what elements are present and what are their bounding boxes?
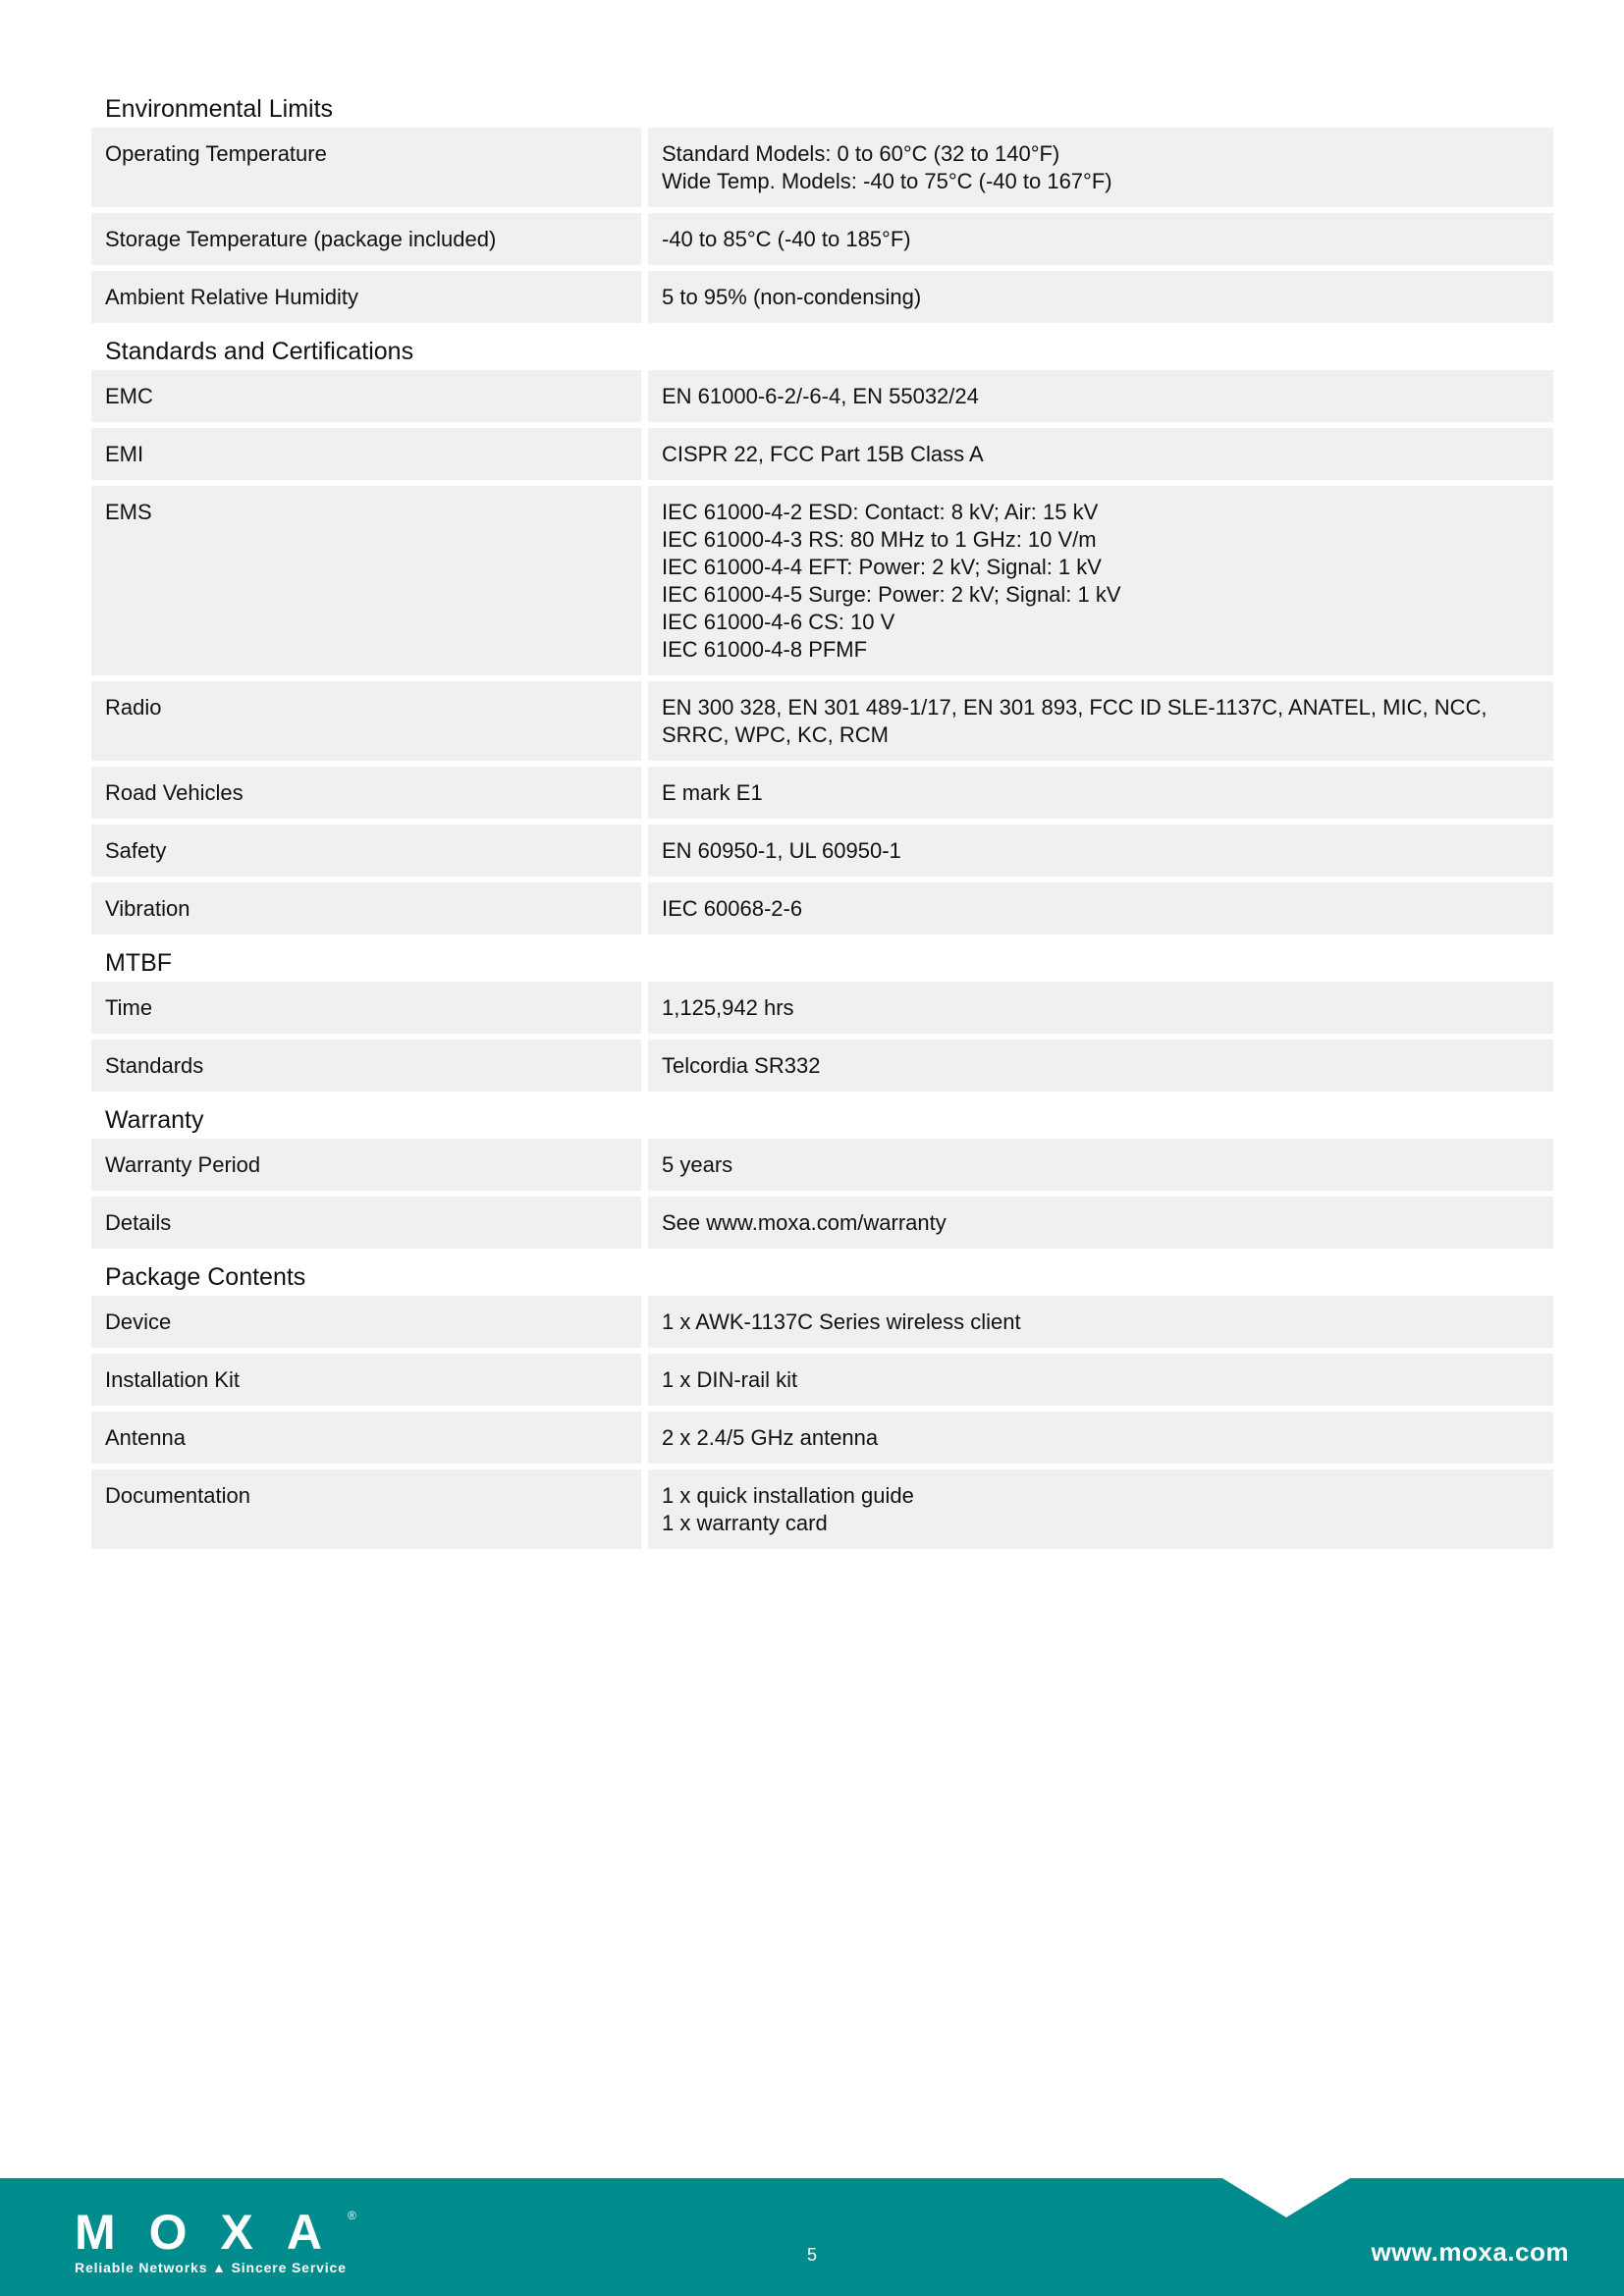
spec-value [648,1197,1553,1249]
spec-value-line: EN 60950-1, UL 60950-1 [662,838,901,863]
spec-label: Details [91,1197,641,1249]
spec-label: Operating Temperature [91,128,641,207]
spec-value [648,486,1553,675]
section-title: Environmental Limits [105,95,334,123]
spec-value [648,1296,1553,1348]
spec-value [648,1139,1553,1191]
spec-label: Vibration [91,882,641,934]
spec-value-line: Wide Temp. Models: -40 to 75°C (-40 to 167°F) [662,169,1112,193]
spec-row [91,681,1553,761]
spec-value-line: 2 x 2.4/5 GHz antenna [662,1425,879,1450]
spec-row [91,1040,1553,1092]
spec-value [648,1469,1553,1549]
spec-row [91,1296,1553,1348]
spec-value-line: 1 x quick installation guide [662,1483,914,1508]
logo-tagline: Reliable Networks ▲ Sincere Service [75,2260,346,2275]
section-title: Package Contents [105,1263,306,1291]
footer-bar [0,2178,1624,2296]
spec-label: Radio [91,681,641,761]
spec-value-line: E mark E1 [662,780,763,805]
spec-row [91,1139,1553,1191]
spec-value-line: 1 x AWK-1137C Series wireless client [662,1309,1021,1334]
spec-value-line: -40 to 85°C (-40 to 185°F) [662,227,911,251]
spec-value [648,1412,1553,1464]
spec-value [648,1040,1553,1092]
spec-value-line: 5 years [662,1152,733,1177]
spec-row [91,370,1553,422]
spec-value-line: IEC 61000-4-6 CS: 10 V [662,610,895,634]
spec-label: Installation Kit [91,1354,641,1406]
spec-value [648,825,1553,877]
spec-value-line: CISPR 22, FCC Part 15B Class A [662,442,984,466]
spec-row [91,428,1553,480]
spec-value-line: 1 x DIN-rail kit [662,1367,798,1392]
logo-wordmark: MOXA [75,2208,328,2260]
section-title: MTBF [105,949,173,977]
spec-row [91,1412,1553,1464]
page-number: 5 [806,2245,817,2265]
spec-value-line: IEC 61000-4-3 RS: 80 MHz to 1 GHz: 10 V/m [662,527,1097,552]
spec-value [648,428,1553,480]
spec-label: Antenna [91,1412,641,1464]
spec-label: Ambient Relative Humidity [91,271,641,323]
spec-label: Storage Temperature (package included) [91,213,641,265]
section-title: Standards and Certifications [105,338,414,365]
spec-row [91,882,1553,934]
spec-value [648,271,1553,323]
spec-row [91,213,1553,265]
spec-label: Safety [91,825,641,877]
spec-value [648,128,1553,207]
spec-row [91,1469,1553,1549]
spec-value-line: IEC 60068-2-6 [662,896,803,921]
spec-section [91,1258,1553,1549]
spec-value-line: See www.moxa.com/warranty [662,1210,947,1235]
spec-row [91,271,1553,323]
spec-section [91,90,1553,323]
spec-value [648,370,1553,422]
spec-value-line: 1,125,942 hrs [662,995,794,1020]
moxa-logo [75,2208,369,2276]
spec-section [91,944,1553,1092]
spec-value-line: EN 300 328, EN 301 489-1/17, EN 301 893, FCC ID SLE-1137C, ANATEL, MIC, NCC, [662,695,1488,720]
spec-value [648,681,1553,761]
section-title: Warranty [105,1106,204,1134]
spec-value-line: SRRC, WPC, KC, RCM [662,722,889,747]
spec-row [91,128,1553,207]
spec-section [91,1101,1553,1249]
spec-label: Documentation [91,1469,641,1549]
spec-row [91,767,1553,819]
spec-label: Road Vehicles [91,767,641,819]
spec-value [648,982,1553,1034]
spec-section [91,333,1553,934]
spec-value-line: IEC 61000-4-5 Surge: Power: 2 kV; Signal: 1 kV [662,582,1121,607]
spec-tables [91,90,1553,1555]
spec-value-line: IEC 61000-4-2 ESD: Contact: 8 kV; Air: 15 kV [662,500,1099,524]
spec-label: EMC [91,370,641,422]
spec-row [91,1197,1553,1249]
spec-label: Device [91,1296,641,1348]
spec-value-line: 5 to 95% (non-condensing) [662,285,922,309]
notch-shape [1222,2178,1350,2217]
spec-value-line: 1 x warranty card [662,1511,828,1535]
spec-value-line: EN 61000-6-2/-6-4, EN 55032/24 [662,384,979,408]
spec-row [91,486,1553,675]
spec-row [91,982,1553,1034]
spec-label: Time [91,982,641,1034]
spec-label: Warranty Period [91,1139,641,1191]
spec-value [648,1354,1553,1406]
spec-row [91,825,1553,877]
spec-value [648,767,1553,819]
spec-row [91,1354,1553,1406]
spec-value [648,213,1553,265]
spec-value-line: IEC 61000-4-4 EFT: Power: 2 kV; Signal: 1 kV [662,555,1102,579]
spec-value-line: IEC 61000-4-8 PFMF [662,637,868,662]
website-link[interactable]: www.moxa.com [1371,2237,1569,2267]
spec-label: EMS [91,486,641,675]
spec-value-line: Standard Models: 0 to 60°C (32 to 140°F) [662,141,1060,166]
svg-text:®: ® [348,2209,356,2222]
spec-label: Standards [91,1040,641,1092]
spec-value [648,882,1553,934]
spec-value-line: Telcordia SR332 [662,1053,821,1078]
spec-label: EMI [91,428,641,480]
